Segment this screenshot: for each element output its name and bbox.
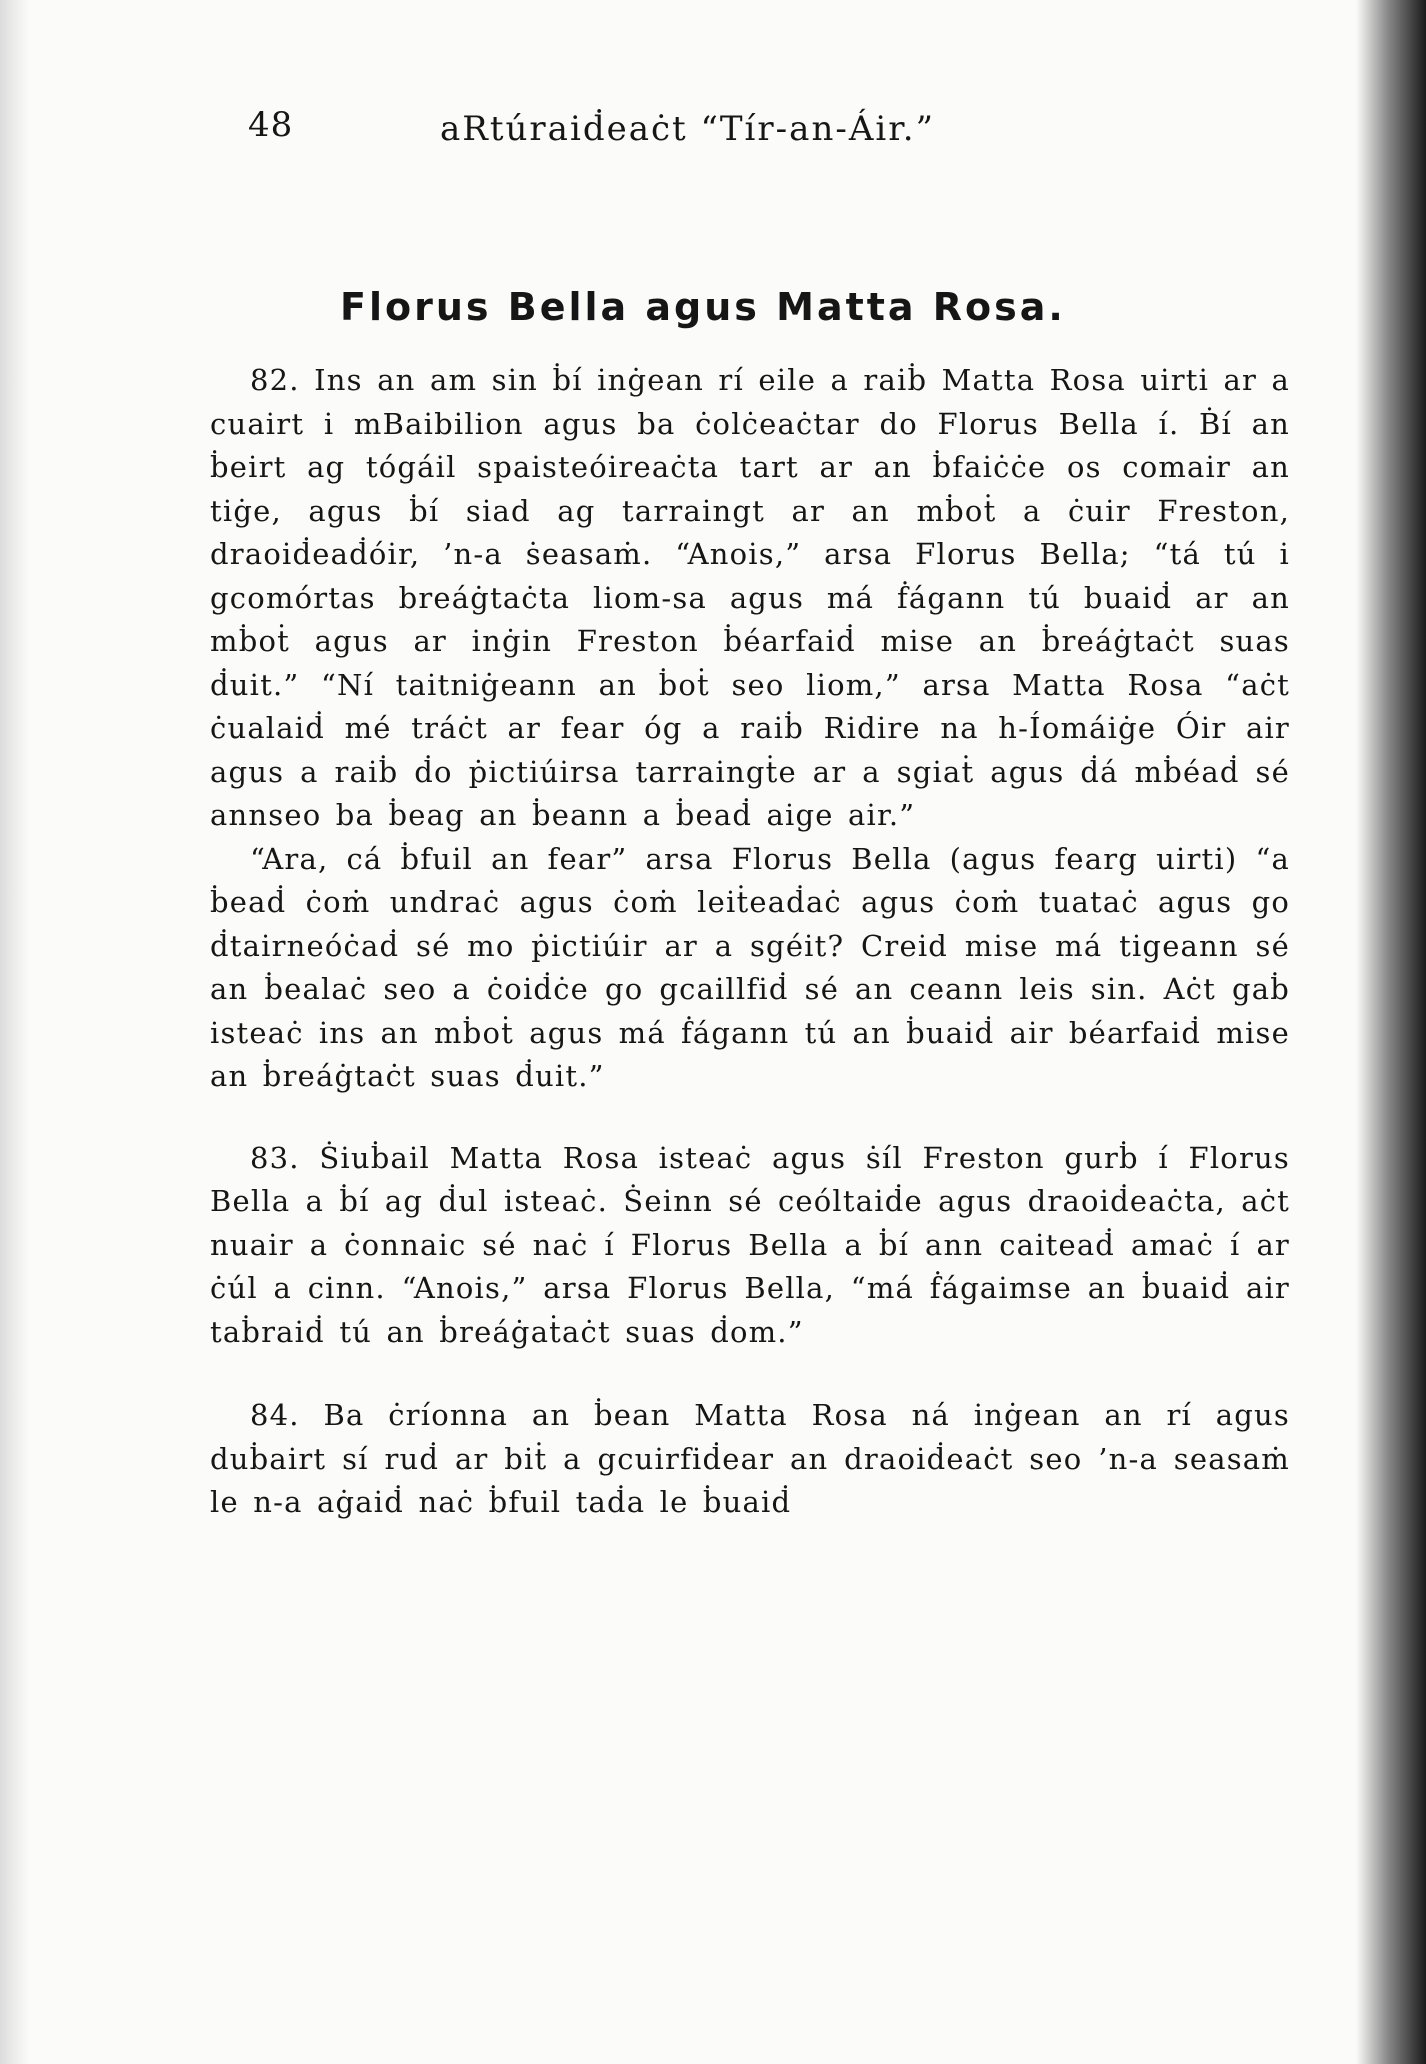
paragraph-text: 82. Ins an am sin ḃí inġean rí eile a raiḃ Matta Rosa uirti ar a cuairt i mBaibilion agus ba ċolċeaċtar do Florus Bella í. Ḃí an ḃeirt ag tógáil spaisteóireaċta tart ar an ḃfaiċċe os comair an tiġe, agus ḃí siad ag tarraingt ar an mḃoṫ a ċuir Freston, draoiḋeaḋóir, ’n-a ṡeasaṁ. “Anois,” arsa Florus Bella; “tá tú i gcomórtas breáġtaċta liom-sa agus má ḟágann tú buaiḋ ar an mḃoṫ agus ar inġin Freston ḃéarfaiḋ mise an ḃreáġtaċt suas ḋuit.” “Ní taitniġeann an ḃoṫ seo liom,” arsa Matta Rosa “aċt ċualaiḋ mé tráċt ar fear óg a raiḃ Ridire na h-Íomáiġe Óir air agus a raiḃ ḋo ṗictiúirsa tarraingṫe ar a sgiaṫ agus ḋá mḃéaḋ sé annseo ba ḃeag an ḃeann a ḃeaḋ aige air.” [210, 363, 1290, 832]
paragraph-83 [210, 1137, 1290, 1355]
book-page [210, 95, 1290, 1525]
section-heading: Florus Bella agus Matta Rosa. [340, 285, 1066, 329]
page-number: 48 [248, 105, 294, 145]
running-header [210, 95, 1290, 155]
scan-shadow-left [0, 0, 30, 2064]
paragraph-text: “Ara, cá ḃfuil an fear” arsa Florus Bella (agus fearg uirti) “a ḃeaḋ ċoṁ undraċ agus ċoṁ leiṫeaḋaċ agus ċoṁ tuataċ agus go ḋtairneóċaḋ sé mo ṗictiúir ar a sgéit? Creid mise má tigeann sé an ḃealaċ seo a ċoiḋċe go gcaillfiḋ sé an ceann leis sin. Aċt gaḃ isteaċ ins an mḃoṫ agus má ḟágann tú an ḃuaiḋ air béarfaiḋ mise an ḃreáġtaċt suas ḋuit.” [210, 841, 1290, 1093]
scan-shadow-right [1356, 0, 1426, 2064]
paragraph-82 [210, 359, 1290, 1099]
running-title: aRtúraiḋeaċt “Tír-an-Áir.” [440, 109, 935, 149]
paragraph-84 [210, 1394, 1290, 1525]
paragraph-text: 83. Ṡiuḃail Matta Rosa isteaċ agus ṡíl Freston gurḃ í Florus Bella a ḃí ag ḋul isteaċ. Ṡeinn sé ceóltaiḋe agus draoiḋeaċta, aċt nuair a ċonnaic sé naċ í Florus Bella a ḃí ann caiteaḋ amaċ í ar ċúl a cinn. “Anois,” arsa Florus Bella, “má ḟágaimse an ḃuaiḋ air taḃraiḋ tú an ḃreáġaṫaċt suas ḋom.” [210, 1140, 1290, 1349]
paragraph-text: 84. Ba ċríonna an ḃean Matta Rosa ná inġean an rí agus duḃairt sí ruḋ ar biṫ a gcuirfiḋear an draoiḋeaċt seo ’n-a seasaṁ le n-a aġaiḋ naċ ḃfuil taḋa le ḃuaiḋ [210, 1398, 1290, 1519]
